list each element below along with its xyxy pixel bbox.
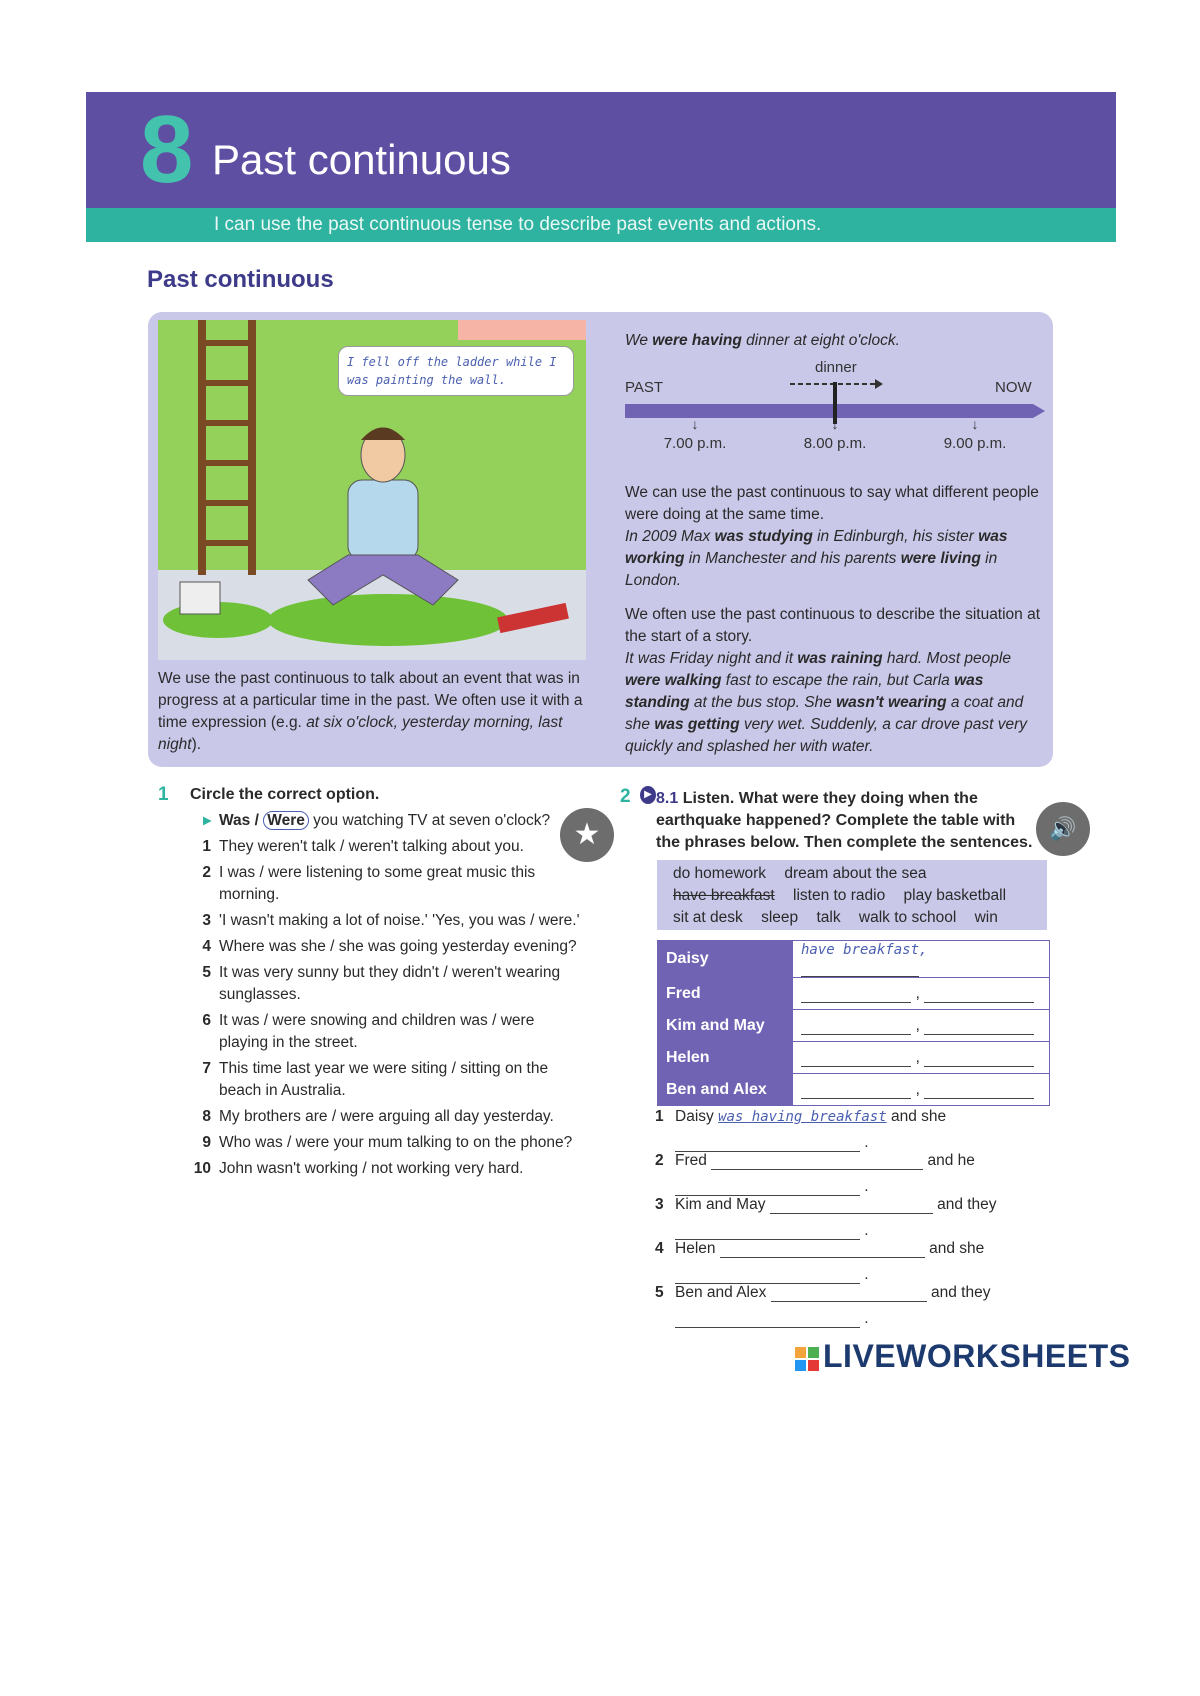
timeline xyxy=(625,360,1045,455)
item-text[interactable]: It was very sunny but they didn't / weren't wearing sunglasses. xyxy=(219,964,561,1003)
exercise-1-item xyxy=(185,936,585,958)
ex3-a: It was Friday night and it xyxy=(625,650,798,667)
item-number: 10 xyxy=(193,1160,211,1177)
item-text[interactable]: Who was / were your mum talking to on the phone? xyxy=(219,1134,573,1151)
item-number: 2 xyxy=(202,864,211,881)
liveworksheets-logo xyxy=(795,1338,1130,1375)
answer-table xyxy=(657,940,1050,1106)
timeline-example xyxy=(625,330,1045,352)
sentence-blank-2[interactable] xyxy=(675,1137,860,1152)
table-row xyxy=(658,978,1050,1010)
svg-text:↓: ↓ xyxy=(691,416,699,432)
sentence-blank-2[interactable] xyxy=(675,1181,860,1196)
timeline-example-post: dinner at eight o'clock. xyxy=(741,332,900,349)
timeline-time-3: 9.00 p.m. xyxy=(943,435,1007,452)
grammar-example-2 xyxy=(625,526,1045,592)
sentence-number: 4 xyxy=(655,1240,664,1257)
item-number: 9 xyxy=(202,1134,211,1151)
exercise-1-number: 1 xyxy=(158,784,169,805)
illustration xyxy=(158,320,586,660)
table-row xyxy=(658,941,1050,978)
phrase: dream about the sea xyxy=(784,865,927,882)
sentence-blank[interactable] xyxy=(771,1287,927,1302)
table-answer-field[interactable]: , xyxy=(793,978,1050,1010)
table-answer-field[interactable]: , xyxy=(793,1010,1050,1042)
ex3-i: a coat and she xyxy=(625,694,1024,733)
sentence-tail: and he xyxy=(927,1152,975,1169)
timeline-time-1: 7.00 p.m. xyxy=(663,435,727,452)
exercise-1-item xyxy=(185,1158,585,1180)
timeline-event-label: dinner xyxy=(815,360,857,376)
exercise-1-example: ▸ Was / Were you watching TV at seven o'clock? xyxy=(203,812,551,829)
table-row xyxy=(658,1042,1050,1074)
svg-text:↓: ↓ xyxy=(831,416,839,432)
exercise-1-instruction: Circle the correct option. xyxy=(190,786,380,803)
sentence-tail: and they xyxy=(930,1284,991,1301)
table-row xyxy=(658,1010,1050,1042)
item-text[interactable]: I was / were listening to some great music this morning. xyxy=(219,864,536,903)
sentence-answer[interactable]: was having breakfast xyxy=(718,1109,887,1125)
exercise-1-item xyxy=(185,836,585,858)
item-text[interactable]: John wasn't working / not working very hard. xyxy=(219,1160,524,1177)
item-text[interactable]: They weren't talk / weren't talking about you. xyxy=(219,838,524,855)
sentence-item: 1 Daisy was having breakfast and she . xyxy=(655,1108,947,1151)
item-number: 6 xyxy=(202,1012,211,1029)
sentence-blank[interactable] xyxy=(711,1155,923,1170)
sentence-tail: and she xyxy=(890,1108,947,1125)
sentence-number: 1 xyxy=(655,1108,664,1125)
table-answer-field[interactable] xyxy=(793,941,1050,978)
grammar-rule-3: We often use the past continuous to describe the situation at the start of a story. xyxy=(625,606,1041,645)
sentence-subject: Daisy xyxy=(675,1108,714,1125)
example-option-a[interactable]: Was / xyxy=(219,812,264,829)
sentence-item: 5 Ben and Alex and they . xyxy=(655,1284,991,1327)
table-name: Helen xyxy=(658,1042,793,1074)
phrase: sleep xyxy=(761,909,799,926)
brand-icon xyxy=(795,1347,819,1371)
sentence-tail: and she xyxy=(929,1240,985,1257)
phrase-box xyxy=(657,860,1047,930)
example-option-circled[interactable]: Were xyxy=(263,811,309,830)
item-text[interactable]: My brothers are / were arguing all day yesterday. xyxy=(219,1108,554,1125)
item-text[interactable]: It was / were snowing and children was / were playing in the street. xyxy=(219,1012,535,1051)
ex3-g: at the bus stop. She xyxy=(689,694,837,711)
exercise-2-number: 2 xyxy=(620,786,631,807)
sentence-subject: Fred xyxy=(675,1152,707,1169)
table-answer-field[interactable]: , xyxy=(793,1042,1050,1074)
rule-1-pre: We use the past continuous to talk about an event that was in progress at a particular time in the past. We often use it with a time expression (e.g. xyxy=(158,670,583,731)
grammar-rule-1 xyxy=(158,668,588,756)
phrase: play basketball xyxy=(903,887,1007,904)
timeline-example-bold: were having xyxy=(652,332,742,349)
example-rest: you watching TV at seven o'clock? xyxy=(308,812,551,829)
sentence-subject: Kim and May xyxy=(675,1196,766,1213)
speech-bubble: I fell off the ladder while I was painting the wall. xyxy=(338,346,574,396)
sentence-number: 2 xyxy=(655,1152,664,1169)
item-text[interactable]: Where was she / she was going yesterday evening? xyxy=(219,938,577,955)
sentence-subject: Helen xyxy=(675,1240,716,1257)
ex2-c: in Edinburgh, his sister xyxy=(812,528,979,545)
sentence-subject: Ben and Alex xyxy=(675,1284,767,1301)
ex3-e: fast to escape the rain, but Carla xyxy=(721,672,955,689)
item-number: 8 xyxy=(202,1108,211,1125)
unit-title: Past continuous xyxy=(212,136,511,183)
exercise-1-item xyxy=(185,962,585,1006)
rule-1-post: ). xyxy=(191,736,202,753)
phrase: do homework xyxy=(673,865,767,882)
sentence-tail: and they xyxy=(937,1196,997,1213)
star-icon: ★ xyxy=(560,808,614,862)
exercise-1-item xyxy=(185,910,585,932)
phrase: sit at desk xyxy=(673,909,743,926)
sentence-blank[interactable] xyxy=(720,1243,925,1258)
exercise-1-item xyxy=(185,1010,585,1054)
phrase-used: have breakfast xyxy=(673,887,775,904)
svg-text:↓: ↓ xyxy=(971,416,979,432)
item-text[interactable]: This time last year we were siting / sitting on the beach in Australia. xyxy=(219,1060,549,1099)
rule-1-examples: at six o'clock, yesterday morning, last night xyxy=(158,714,563,753)
objective-text: I can use the past continuous tense to describe past events and actions. xyxy=(214,214,822,235)
sentence-blank-2[interactable] xyxy=(675,1225,860,1240)
exercise-1-item xyxy=(185,1132,585,1154)
timeline-past-label: PAST xyxy=(625,379,664,396)
audio-track-number: 8.1 xyxy=(656,790,679,807)
phrase: listen to radio xyxy=(793,887,886,904)
exercise-1-items xyxy=(185,810,585,1184)
table-name: Ben and Alex xyxy=(658,1074,793,1106)
table-answer-field[interactable]: , xyxy=(793,1074,1050,1106)
exercise-1-item xyxy=(185,862,585,906)
unit-number: 8 xyxy=(140,96,194,203)
item-number: 4 xyxy=(202,938,211,955)
table-name: Fred xyxy=(658,978,793,1010)
sentence-item: 2 Fred and he . xyxy=(655,1152,975,1195)
item-number: 1 xyxy=(202,838,211,855)
sentence-blank-2[interactable] xyxy=(675,1313,860,1328)
speaker-icon[interactable]: 🔊 xyxy=(1036,802,1090,856)
ex2-f: were living xyxy=(900,550,981,567)
table-name: Daisy xyxy=(658,941,793,978)
ex3-f: was standing xyxy=(625,672,984,711)
ex3-j: was getting xyxy=(654,716,740,733)
ex3-h: wasn't wearing xyxy=(836,694,947,711)
ex2-a: In 2009 Max xyxy=(625,528,715,545)
audio-track-icon[interactable]: ▶ xyxy=(640,786,656,804)
phrase: talk xyxy=(816,909,841,926)
table-answer-text: have breakfast, xyxy=(801,942,928,958)
grammar-example-3 xyxy=(625,648,1045,758)
exercise-1-item xyxy=(185,1106,585,1128)
item-number: 5 xyxy=(202,964,211,981)
item-number: 7 xyxy=(202,1060,211,1077)
ex2-d: was working xyxy=(625,528,1008,567)
grammar-rule-2: We can use the past continuous to say what different people were doing at the same time. xyxy=(625,484,1039,523)
phrase: walk to school xyxy=(858,909,957,926)
sentence-item: 3 Kim and May and they . xyxy=(655,1196,997,1239)
ex2-e: in Manchester and his parents xyxy=(684,550,901,567)
sentence-number: 5 xyxy=(655,1284,664,1301)
timeline-example-pre: We xyxy=(625,332,653,349)
exercise-2-instruction xyxy=(656,788,1036,854)
sentence-item: 4 Helen and she . xyxy=(655,1240,985,1283)
table-row xyxy=(658,1074,1050,1106)
section-title: Past continuous xyxy=(147,266,334,293)
ex2-b: was studying xyxy=(714,528,813,545)
ex3-c: hard. Most people xyxy=(882,650,1011,667)
timeline-now-label: NOW xyxy=(995,379,1032,396)
item-text[interactable]: 'I wasn't making a lot of noise.' 'Yes, you was / were.' xyxy=(219,912,580,929)
ex2-g: in London. xyxy=(625,550,998,589)
sentence-number: 3 xyxy=(655,1196,664,1213)
timeline-time-2: 8.00 p.m. xyxy=(803,435,867,452)
brand-text: LIVEWORKSHEETS xyxy=(823,1338,1131,1374)
exercise-1-item xyxy=(185,1058,585,1102)
table-name: Kim and May xyxy=(658,1010,793,1042)
ex3-b: was raining xyxy=(797,650,883,667)
phrase: win xyxy=(974,909,998,926)
ex3-d: were walking xyxy=(625,672,722,689)
exercise-2-instruction-text: Listen. What were they doing when the earthquake happened? Complete the table with the phrases below. Then complete the sentences. xyxy=(656,790,1033,851)
item-number: 3 xyxy=(202,912,211,929)
sentence-blank-2[interactable] xyxy=(675,1269,860,1284)
ex3-k: very wet. Suddenly, a car drove past very quickly and splashed her with water. xyxy=(625,716,1028,755)
sentence-blank[interactable] xyxy=(770,1199,933,1214)
